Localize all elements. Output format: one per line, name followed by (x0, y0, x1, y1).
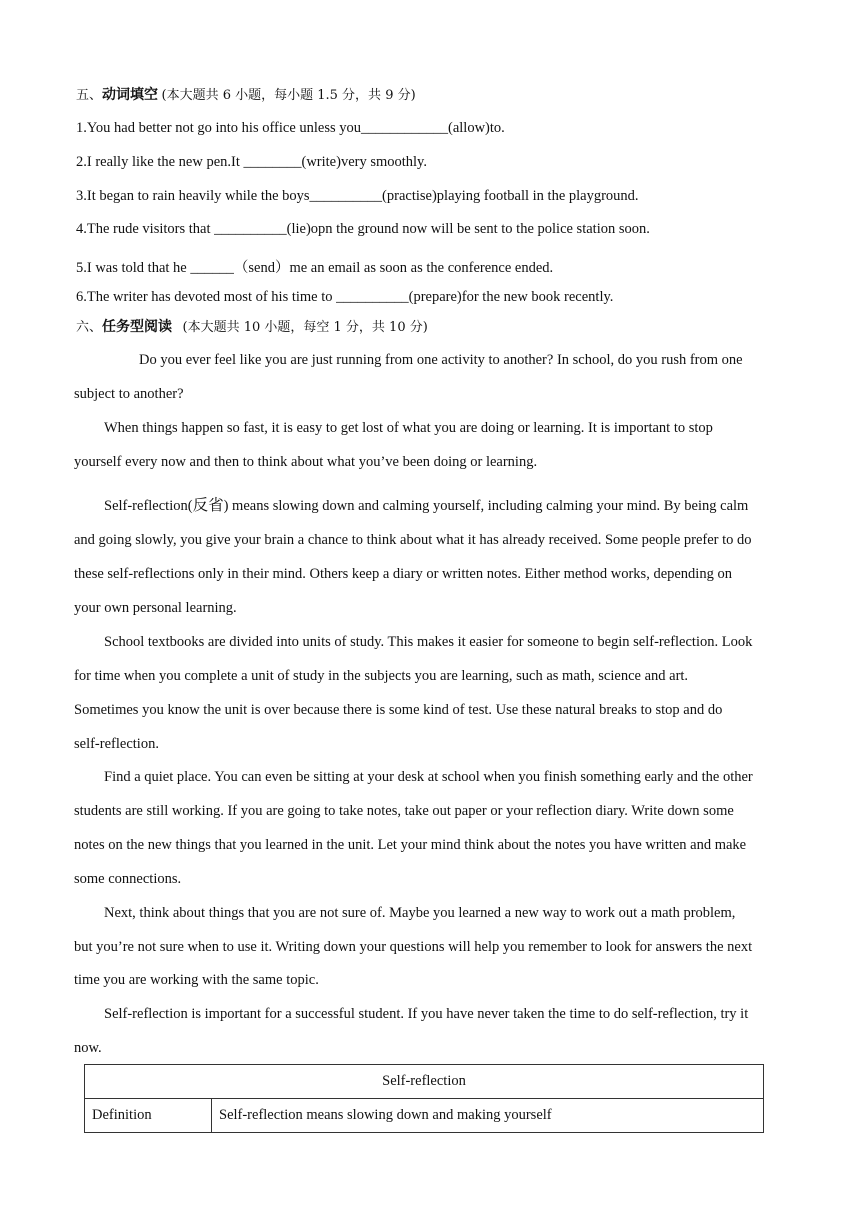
question-1: 1.You had better not go into his office unless you____________(allow)to. (76, 120, 505, 136)
table-row-text: Self-reflection means slowing down and making yourself (212, 1099, 764, 1133)
table-row (85, 1099, 764, 1133)
question-4: 4.The rude visitors that __________(lie)opn the ground now will be sent to the police station soon. (76, 221, 650, 237)
paragraph-5-line-2: students are still working. If you are going to take notes, take out paper or your reflection diary. Write down some (74, 803, 734, 819)
paragraph-4-line-1: School textbooks are divided into units of study. This makes it easier for someone to begin self-reflection. Look (104, 634, 753, 650)
paragraph-3-line-1 (104, 493, 748, 515)
table-header-row (85, 1065, 764, 1099)
question-5: 5.I was told that he ______（send）me an email as soon as the conference ended. (76, 260, 554, 276)
section-5-heading (76, 84, 416, 104)
question-3: 3.It began to rain heavily while the boys__________(practise)playing football in the playground. (76, 188, 639, 204)
paragraph-6-line-3: time you are working with the same topic. (74, 972, 319, 988)
summary-table (84, 1064, 764, 1133)
paragraph-3-line-4: your own personal learning. (74, 600, 237, 616)
paragraph-7-line-1: Self-reflection is important for a successful student. If you have never taken the time to do self-reflection, try it (104, 1006, 749, 1022)
section-title: 任务型阅读 (102, 319, 173, 335)
paragraph-6-line-1: Next, think about things that you are not sure of. Maybe you learned a new way to work out a math problem, (104, 905, 736, 921)
paragraph-7-line-2: now. (74, 1040, 102, 1056)
section-number: 六、 (76, 320, 103, 335)
section-number: 五、 (76, 88, 103, 103)
paragraph-4-line-3: Sometimes you know the unit is over because there is some kind of test. Use these natural breaks to stop and do (74, 702, 723, 718)
paragraph-3-line-3: these self-reflections only in their mind. Others keep a diary or written notes. Either method works, depending on (74, 566, 732, 582)
table-row-label: Definition (85, 1099, 212, 1133)
paragraph-3-text-b: ) means slowing down and calming yourself, including calming your mind. By being calm (223, 498, 749, 514)
section-title: 动词填空 (102, 87, 159, 103)
paragraph-4-line-2: for time when you complete a unit of study in the subjects you are learning, such as math, science and art. (74, 668, 689, 684)
chinese-gloss: 反省 (192, 496, 224, 514)
paragraph-4-line-4: self-reflection. (74, 736, 159, 752)
paragraph-5-line-1: Find a quiet place. You can even be sitting at your desk at school when you finish something early and the other (104, 769, 753, 785)
paragraph-3-text-a: Self-reflection( (104, 498, 193, 514)
paragraph-2-line-2: yourself every now and then to think about what you’ve been doing or learning. (74, 454, 538, 470)
paragraph-5-line-3: notes on the new things that you learned in the unit. Let your mind think about the notes you have written and make (74, 837, 747, 853)
paragraph-5-line-4: some connections. (74, 871, 182, 887)
section-note: (本大题共 10 小题，每空 1 分，共 10 分) (182, 320, 428, 335)
paragraph-1-line-2: subject to another? (74, 386, 184, 402)
question-6: 6.The writer has devoted most of his time to __________(prepare)for the new book recently. (76, 289, 614, 305)
section-6-heading (76, 316, 428, 336)
table-header: Self-reflection (85, 1065, 764, 1099)
section-note: (本大题共 6 小题，每小题 1.5 分，共 9 分) (161, 88, 416, 103)
paragraph-6-line-2: but you’re not sure when to use it. Writing down your questions will help you remember to look for answers the next (74, 939, 753, 955)
paragraph-3-line-2: and going slowly, you give your brain a chance to think about what it has already received. Some people prefer to do (74, 532, 752, 548)
paragraph-1-line-1: Do you ever feel like you are just running from one activity to another? In school, do you rush from one (139, 352, 743, 368)
question-2: 2.I really like the new pen.It ________(write)very smoothly. (76, 154, 427, 170)
paragraph-2-line-1: When things happen so fast, it is easy to get lost of what you are doing or learning. It is important to stop (104, 420, 713, 436)
